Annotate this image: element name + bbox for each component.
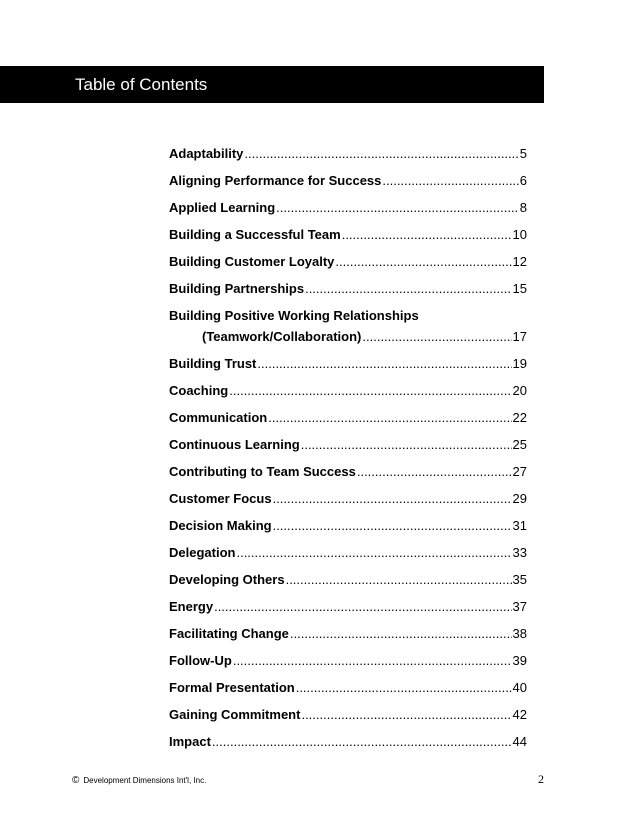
toc-entry-title: Building Customer Loyalty <box>169 254 335 269</box>
toc-dot-leader <box>236 544 511 562</box>
toc-entry[interactable] <box>169 172 527 190</box>
toc-entry[interactable] <box>169 706 527 724</box>
table-of-contents <box>169 145 527 760</box>
header-bar <box>0 66 544 103</box>
toc-dot-leader <box>362 328 511 346</box>
toc-entry-page: 8 <box>519 200 527 215</box>
toc-entry-page: 15 <box>512 281 527 296</box>
toc-entry[interactable] <box>169 145 527 163</box>
toc-dot-leader <box>357 463 512 481</box>
toc-entry-title: Delegation <box>169 545 236 560</box>
toc-entry-page: 29 <box>512 491 527 506</box>
toc-entry[interactable] <box>169 253 527 271</box>
toc-entry-page: 10 <box>512 227 527 242</box>
toc-entry-title: Coaching <box>169 383 229 398</box>
toc-entry-page: 31 <box>512 518 527 533</box>
toc-entry[interactable] <box>169 409 527 427</box>
toc-entry[interactable] <box>169 625 527 643</box>
toc-entry-title: Adaptability <box>169 146 244 161</box>
toc-entry-page: 25 <box>512 437 527 452</box>
toc-entry-page: 22 <box>512 410 527 425</box>
toc-entry-title: Communication <box>169 410 268 425</box>
toc-entry-page: 33 <box>512 545 527 560</box>
toc-dot-leader <box>214 598 511 616</box>
toc-entry[interactable] <box>169 652 527 670</box>
toc-entry-title: Energy <box>169 599 214 614</box>
toc-entry-title: Building Partnerships <box>169 281 305 296</box>
toc-entry-title: Aligning Performance for Success <box>169 173 382 188</box>
toc-dot-leader <box>301 706 511 724</box>
toc-dot-leader <box>276 199 519 217</box>
toc-entry-page: 20 <box>512 383 527 398</box>
toc-entry-page: 6 <box>519 173 527 188</box>
toc-dot-leader <box>286 571 512 589</box>
toc-entry-title: Impact <box>169 734 211 749</box>
toc-entry[interactable] <box>169 199 527 217</box>
toc-entry-page: 39 <box>512 653 527 668</box>
toc-entry-page: 5 <box>519 146 527 161</box>
toc-entry-title: Developing Others <box>169 572 285 587</box>
toc-dot-leader <box>335 253 511 271</box>
toc-entry-page: 40 <box>512 680 527 695</box>
toc-entry-page: 19 <box>512 356 527 371</box>
toc-entry[interactable] <box>169 598 527 616</box>
toc-entry-title-line1: Building Positive Working Relationships <box>169 308 419 323</box>
toc-dot-leader <box>273 517 512 535</box>
toc-entry[interactable] <box>169 679 527 697</box>
toc-dot-leader <box>257 355 511 373</box>
toc-entry-page: 12 <box>512 254 527 269</box>
toc-dot-leader <box>301 436 512 454</box>
toc-entry-page: 42 <box>512 707 527 722</box>
toc-dot-leader <box>229 382 511 400</box>
toc-entry-title: Building a Successful Team <box>169 227 341 242</box>
toc-entry[interactable] <box>169 226 527 244</box>
toc-entry-title: Contributing to Team Success <box>169 464 356 479</box>
toc-entry-page: 38 <box>512 626 527 641</box>
toc-entry-title: Gaining Commitment <box>169 707 301 722</box>
footer-copyright <box>72 775 206 786</box>
toc-dot-leader <box>290 625 512 643</box>
toc-entry-page: 27 <box>512 464 527 479</box>
toc-entry-page: 35 <box>512 572 527 587</box>
toc-entry[interactable] <box>169 436 527 454</box>
toc-entry-page: 37 <box>512 599 527 614</box>
toc-dot-leader <box>305 280 511 298</box>
toc-entry[interactable] <box>169 490 527 508</box>
toc-entry[interactable] <box>169 733 527 751</box>
toc-entry-page: 44 <box>512 734 527 749</box>
toc-entry[interactable] <box>169 307 527 346</box>
toc-entry[interactable] <box>169 463 527 481</box>
toc-entry-page: 17 <box>512 329 527 344</box>
page-number: 2 <box>538 772 544 786</box>
toc-entry-title: Follow-Up <box>169 653 232 668</box>
toc-entry[interactable] <box>169 517 527 535</box>
toc-entry[interactable] <box>169 544 527 562</box>
toc-dot-leader <box>382 172 518 190</box>
copyright-text: Development Dimensions Int'l, Inc. <box>83 776 207 785</box>
toc-entry-title: (Teamwork/Collaboration) <box>202 329 362 344</box>
page-title: Table of Contents <box>75 75 208 94</box>
toc-dot-leader <box>342 226 512 244</box>
toc-dot-leader <box>244 145 518 163</box>
toc-entry-title: Customer Focus <box>169 491 272 506</box>
toc-dot-leader <box>296 679 512 697</box>
toc-dot-leader <box>273 490 512 508</box>
toc-entry[interactable] <box>169 280 527 298</box>
toc-entry-title: Applied Learning <box>169 200 276 215</box>
toc-dot-leader <box>233 652 512 670</box>
copyright-icon: © <box>72 775 80 786</box>
toc-dot-leader <box>268 409 511 427</box>
toc-dot-leader <box>212 733 512 751</box>
toc-entry-title: Building Trust <box>169 356 257 371</box>
toc-entry-title: Formal Presentation <box>169 680 295 695</box>
toc-entry[interactable] <box>169 355 527 373</box>
toc-entry-title: Continuous Learning <box>169 437 300 452</box>
toc-entry[interactable] <box>169 571 527 589</box>
toc-entry-title: Facilitating Change <box>169 626 289 641</box>
toc-entry[interactable] <box>169 382 527 400</box>
toc-entry-title: Decision Making <box>169 518 272 533</box>
